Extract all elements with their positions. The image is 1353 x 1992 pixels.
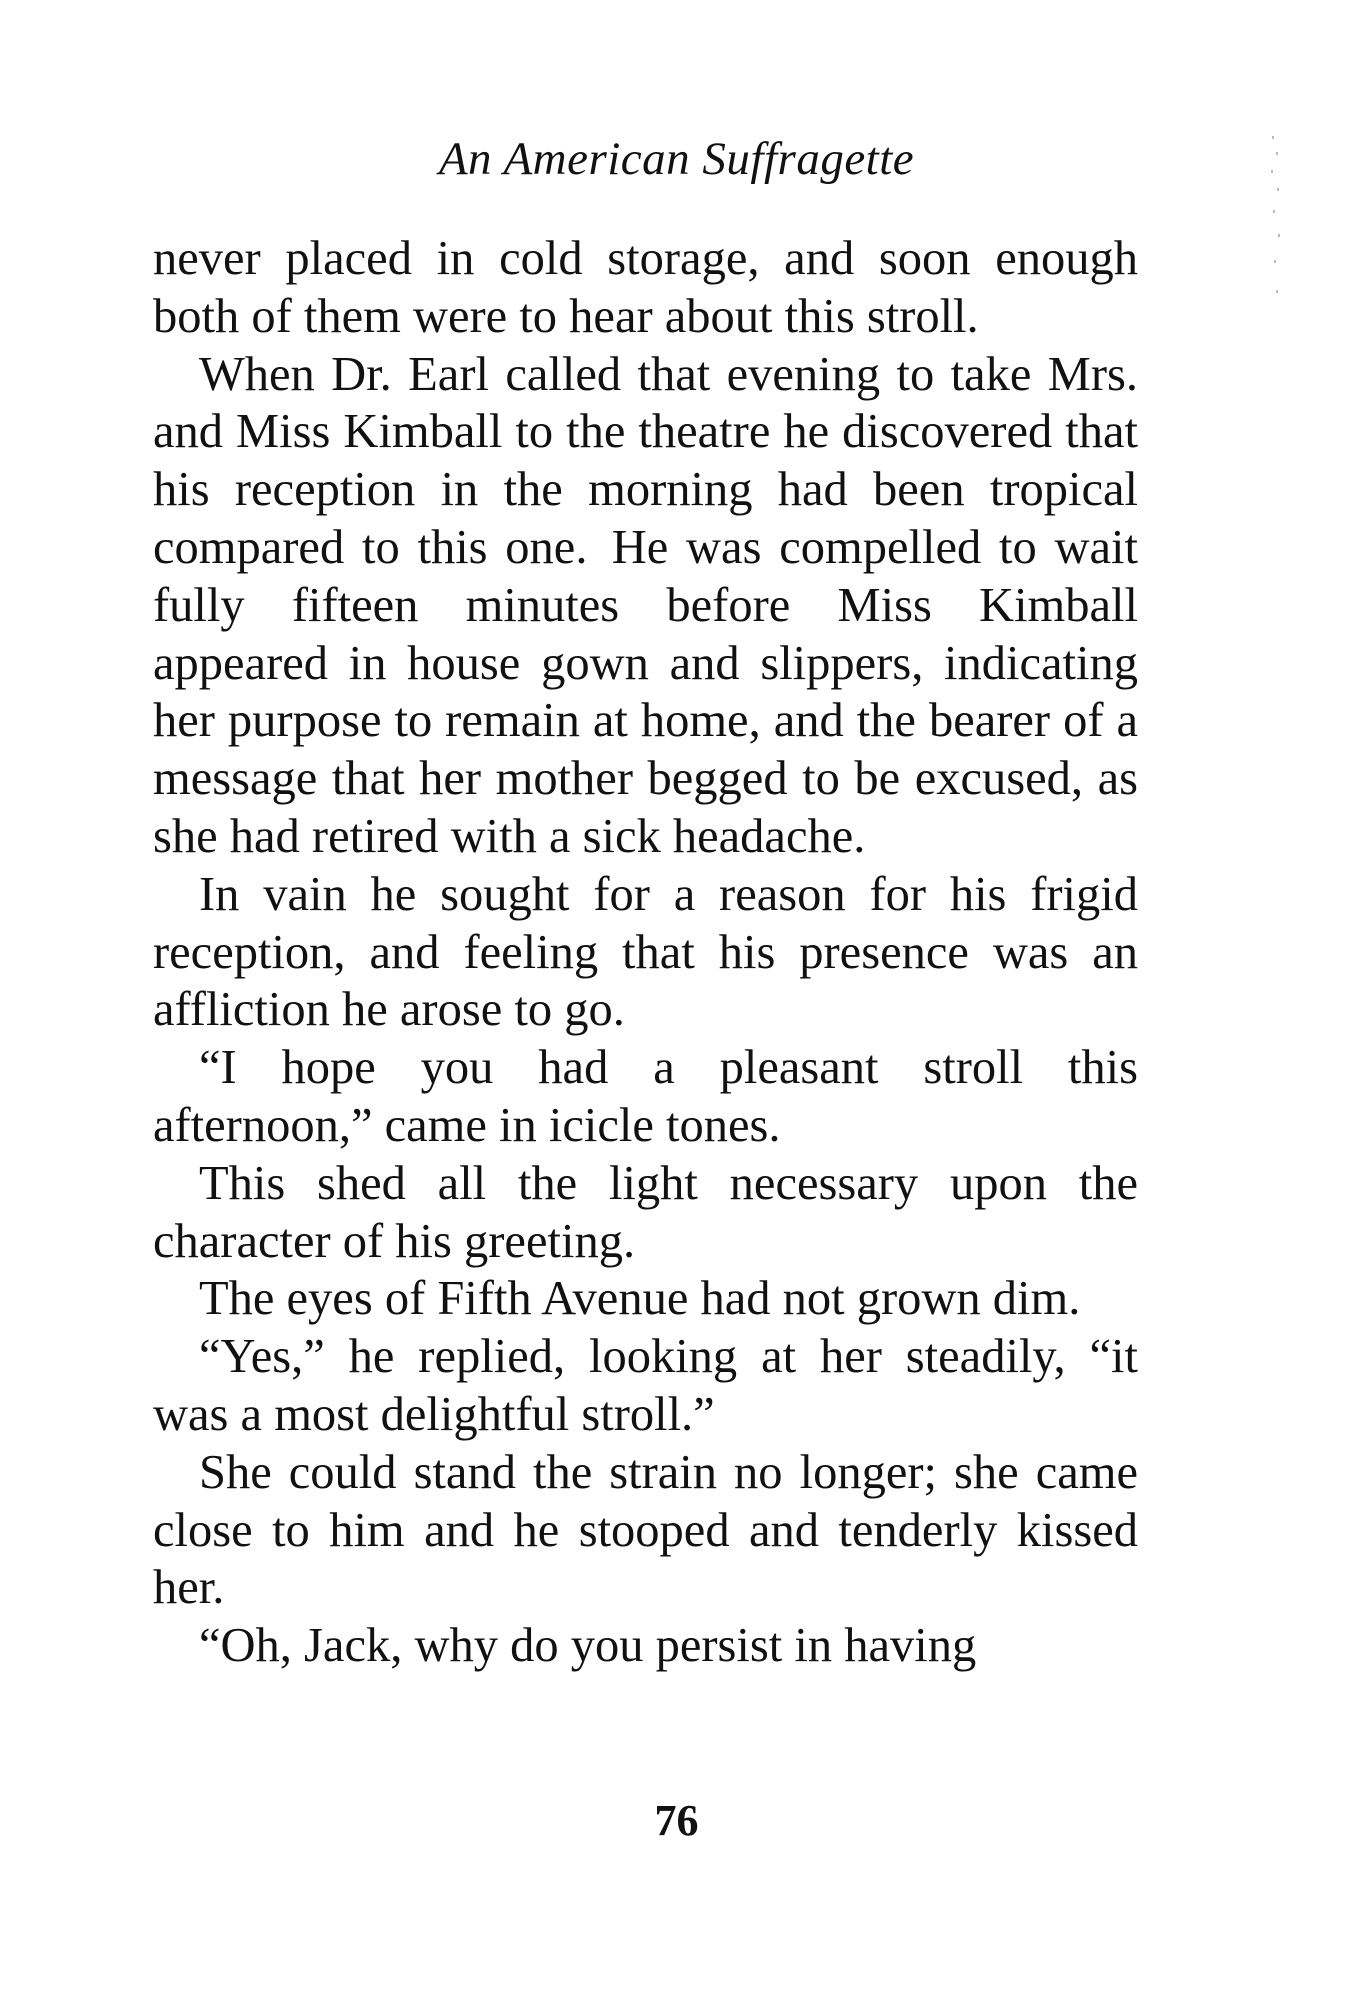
- paragraph: She could stand the strain no longer; she came close to him and he stooped and tenderly kissed her.: [153, 1445, 1138, 1615]
- paragraph: never placed in cold storage, and soon enough both of them were to hear about this stroll.: [153, 232, 1138, 343]
- paragraph: This shed all the light necessary upon the character of his greeting.: [153, 1156, 1138, 1268]
- paragraph: The eyes of Fifth Avenue had not grown dim.: [199, 1272, 1081, 1326]
- paragraph: “I hope you had a pleasant stroll this afternoon,” came in icicle tones.: [153, 1041, 1138, 1152]
- paragraph: In vain he sought for a reason for his frigid reception, and feeling that his presence was an affliction he arose to go.: [153, 867, 1138, 1037]
- paragraph: “Yes,” he replied, looking at her steadily, “it was a most delightful stroll.”: [153, 1330, 1138, 1441]
- page-edge-marks: [1268, 130, 1282, 310]
- running-head: An American Suffragette: [438, 133, 915, 185]
- body-text: [153, 230, 1138, 1675]
- paragraph: “Oh, Jack, why do you persist in having: [199, 1619, 977, 1673]
- page-number: 76: [654, 1796, 699, 1845]
- paragraph: When Dr. Earl called that evening to take Mrs. and Miss Kimball to the theatre he discovered that his reception in the morning had been tropical compared to this one. He was compelled to wait fully fifteen minutes before Miss Kimball appeared in house gown and slippers, indicating her purpose to remain at home, and the bearer of a message that her mother begged to be excused, as she had retired with a sick headache.: [153, 347, 1138, 863]
